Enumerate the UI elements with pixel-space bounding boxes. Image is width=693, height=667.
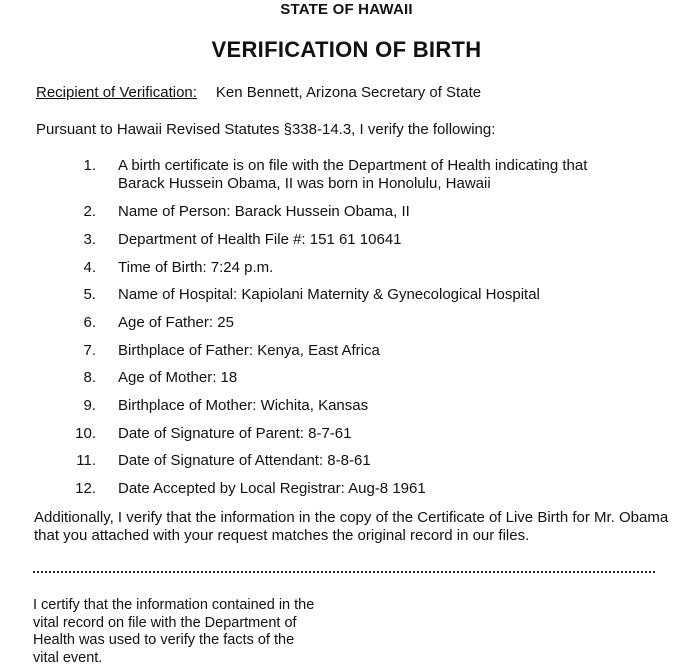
document-title: VERIFICATION OF BIRTH bbox=[211, 37, 482, 62]
item-text: Birthplace of Mother: Wichita, Kansas bbox=[118, 397, 369, 414]
item-text: Time of Birth: 7:24 p.m. bbox=[118, 259, 274, 276]
recipient-label: Recipient of Verification: bbox=[36, 84, 197, 101]
item-number: 8. bbox=[83, 369, 96, 386]
item-number: 4. bbox=[83, 259, 96, 276]
recipient-value: Ken Bennett, Arizona Secretary of State bbox=[215, 84, 482, 101]
item-number: 10. bbox=[75, 425, 96, 442]
item-number: 11. bbox=[76, 452, 96, 469]
recipient-line bbox=[36, 84, 481, 101]
item-number: 1. bbox=[83, 157, 96, 174]
dotted-divider bbox=[33, 571, 655, 573]
item-text: Date of Signature of Attendant: 8-8-61 bbox=[118, 452, 371, 469]
item-text: Age of Mother: 18 bbox=[118, 369, 238, 386]
item-number: 7. bbox=[83, 342, 96, 359]
item-number: 9. bbox=[83, 397, 96, 414]
item-text bbox=[118, 157, 587, 193]
item-text-line: Barack Hussein Obama, II was born in Honolulu, Hawaii bbox=[118, 175, 491, 192]
item-text-line: A birth certificate is on file with the Department of Health indicating that bbox=[118, 157, 588, 174]
item-number: 3. bbox=[83, 231, 96, 248]
item-text: Department of Health File #: 151 61 10641 bbox=[118, 231, 402, 248]
state-heading: STATE OF HAWAII bbox=[280, 1, 413, 18]
item-text: Date of Signature of Parent: 8-7-61 bbox=[118, 425, 352, 442]
item-number: 2. bbox=[83, 203, 96, 220]
item-text: Date Accepted by Local Registrar: Aug-8 1961 bbox=[118, 480, 426, 497]
pursuant-statement: Pursuant to Hawaii Revised Statutes §338-14.3, I verify the following: bbox=[36, 121, 496, 138]
item-text: Age of Father: 25 bbox=[118, 314, 234, 331]
item-text: Name of Person: Barack Hussein Obama, II bbox=[118, 203, 410, 220]
item-number: 5. bbox=[83, 286, 96, 303]
additional-statement: Additionally, I verify that the information in the copy of the Certificate of Live Birth for Mr. Obama that you attached with your request matches the original record in our files. bbox=[34, 509, 669, 544]
item-number: 12. bbox=[75, 480, 96, 497]
item-text: Name of Hospital: Kapiolani Maternity & Gynecological Hospital bbox=[118, 286, 540, 303]
item-text: Birthplace of Father: Kenya, East Africa bbox=[118, 342, 380, 359]
item-number: 6. bbox=[83, 314, 96, 331]
certification-statement: I certify that the information contained in the vital record on file with the Department of Health was used to verify the facts of the vital event. bbox=[33, 597, 315, 666]
